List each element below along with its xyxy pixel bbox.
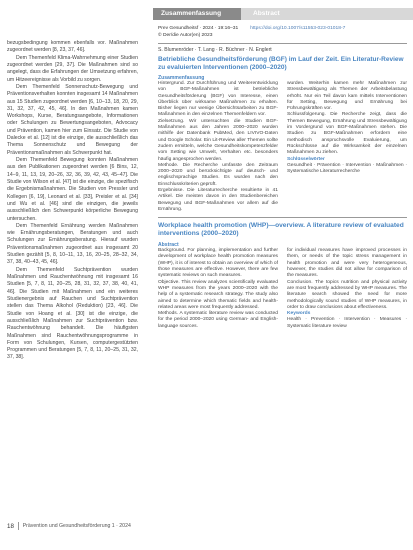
german-section-heading: Zusammenfassung: [158, 74, 205, 81]
page-footer: [7, 521, 307, 531]
english-title: Workplace health promotion (WHP)—overview. A literature review of evaluated interventions (2000–2020): [158, 222, 404, 238]
abstract-paragraph: Background. For planning, implementation and further development of workplace health promotion measures (WHP), it is of interest to obtain an overview of which of those measures are effective. However, there are few systematic reviews on such measures.: [158, 248, 278, 279]
german-abstract-col-1: [158, 81, 278, 213]
abstract-paragraph: Methods. A systematic literature review was conducted for the period 2000–2020 using German- and English-language sources.: [158, 311, 278, 329]
divider: [158, 43, 407, 44]
divider: [158, 217, 407, 218]
tab-abstract: Abstract: [241, 8, 413, 20]
abstract-panel: [158, 26, 407, 330]
body-paragraph: Dem Themenfeld Ernährung werden Maßnahmen wie Ernährungsberatungen, Beratungen und auch Schulungen zur Ernährungsberatung. Hierauf wurden Präventionsmaßnahmen zugeordnet aus insgesamt 20 Studien gezählt [5, 8, 10–11, 13, 16, 20–25, 28–32, 34, 37, 38, 40–43, 45, 46].: [7, 222, 138, 266]
english-section-heading: Abstract: [158, 241, 179, 248]
page-number: 18: [7, 522, 14, 530]
abstract-paragraph: Ergebnisse. Die Literaturrecherche resultierte in 41 Artikel. Die meisten davon in den Studienbereichen Bewegung und BGF-Maßnahmen vor allem auf die Ernährung.: [158, 188, 278, 212]
journal-citation: Prev Gesundheitsf · 2024 · 19:16–31: [158, 26, 239, 31]
body-paragraph: Dem Themenfeld Sonnenschutz-Bewegung und Präventionsverhalten konnten insgesamt 14 Maßnahmen aus 15 Studien zugeordnet werden [6, 10–13, 18, 20, 29, 31, 32, 37, 42, 45, 46]. In den Maßnahmen kamen Workshops, Kurse, Beratungsangebote, Informationen oder Schulungen zu Bewertungsangeboten, Advocacy und Prävention, kamen hier zum Einsatz. Die Studie von Dalecke et al. [12] ist die einzige, die ausschließlich das Thema Sonnenschutz und Bewegung der Präventionsmaßnahmen als Schwerpunkt hat.: [7, 83, 138, 156]
abstract-paragraph: wurden. Weiterhin kamen mehr Maßnahmen zur Stressbewältigung als Themen der Arbeitsbelastung erhöht. Nur ein Teil davon kam mittels Interventionen für Setting, Bewegung und Ernährung bei Führungskräften vor.: [287, 81, 407, 112]
german-title: Betriebliche Gesundheitsförderung (BGF) im Lauf der Zeit. Ein Literatur-Review zu evaluierten Interventionen (2000–2020): [158, 55, 404, 71]
body-paragraph: Dem Themenfeld Suchtprävention wurden Maßnahmen und Rauchentwöhnung mit insgesamt 16 Studien [5, 7, 8, 11, 20–25, 28, 31, 32, 37, 38, 40, 41, 46]. Die Studien mit Maßnahmen und ein weiteres Studienergebnis auf Rauchen und Suchtprävention stellen das Thema Alkohol (Reduktion) [23, 46]. Die Studie von Hoang et al. [30] ist die einzige, die ausschließlich Maßnahmen zur Suchtprävention bzw. Rauchentwöhnung behandelt. Die häufigsten Maßnahmen sind Rauchentwöhnungsprogramme in Form von Schulungen, Kursen, computergestützten Programmen und Beratungen [5, 7, 8, 11, 20–25, 31, 32, 37, 38].: [7, 266, 138, 361]
abstract-paragraph: Schlussfolgerung. Die Recherche zeigt, dass die Themen Bewegung, Ernährung und Stressbewältigung im Vordergrund von BGF-Maßnahmen stehen. Die Studien zu BGF-Maßnahmen erfordern eine methodisch anspruchsvolle Evaluierung, um Rückschlüsse auf die Wirksamkeit der einzelnen Maßnahmen zu ziehen.: [287, 112, 407, 156]
journal-issue: Prävention und Gesundheitsförderung 1 · 2024: [22, 523, 131, 529]
keywords-heading: Schlüsselwörter: [287, 156, 325, 162]
english-abstract-col-1: [158, 248, 278, 330]
abstract-paragraph: for individual measures have improved processes in them, or needs of the topic stress management in health promotion and were very heterogeneous, however, the studies did not allow for comparison of the measures.: [287, 248, 407, 279]
footer-separator: [18, 522, 19, 530]
authors: S. Blumenröder · T. Lang · R. Büchner · N. Englert: [158, 47, 272, 53]
abstract-paragraph: Conclusion. The topics nutrition and physical activity are most frequently addressed by WHP measures. The literature search showed the need for more methodologically sound studies of WHP measures, in order to draw conclusions about effectiveness.: [287, 279, 407, 310]
abstract-header-band: [153, 8, 413, 20]
abstract-paragraph: Hintergrund. Zur Durchführung und Weiterentwicklung von BGF-Maßnahmen ist betriebliche Gesundheitsförderung (BGF) von Interesse, einen Überblick über wirksame Maßnahmen zu erhalten. Bisher liegen nur wenige Übersichtsarbeiten zu BGF-Maßnahmen in den einzelnen Themenfeldern vor.: [158, 81, 278, 118]
english-abstract-columns: [158, 248, 407, 330]
doi-link[interactable]: https://doi.org/10.1007/s11553-023-01018-7: [250, 26, 346, 31]
keywords: Health · Prevention · Intervention · Measures · Systematic literature review: [287, 317, 407, 329]
body-paragraph: Dem Themenfeld Bewegung konnten Maßnahmen aus den Publikationen zugeordnet werden [6 Bins, 12, 14–9, 11, 13, 19, 20–26, 32, 36, 39, 42, 43, 45–47]. Die Studie von Wilson et al. [47] ist die einzige, die spezifisch die Ergebnismaßnahmen. Die Studien von Pressler und Kollegen [6, 19], Leonard et al. [33], Preisler et al. [34] und Wu et al. [46] sind die einzigen, die jeweils ausschließlich den Schwerpunkt körperliche Bewegung untersuchen.: [7, 157, 138, 222]
abstract-paragraph: Zielsetzung. Wir untersuchten die Studien BGF-Maßnahmen aus den Jahren 2000–2020 wurden mithilfe der Datenbank PubMed, den LIVIVO-Daten und Google Scholar. Ein Lit-Review aller Themen sollte zudem ermitteln, welche Gesundheitskompetenzfelder vom Setting wie Umwelt, Verhalten etc. besonders häufig angesprochen werden.: [158, 118, 278, 162]
abstract-paragraph: Methode. Die Recherche umfasste den Zeitraum 2000–2020 und berücksichtigte auf deutsch- und englischsprachige Studien. Es wurden nach den Einschlusskriterien geprüft.: [158, 162, 278, 187]
tab-zusammenfassung: Zusammenfassung: [153, 8, 241, 20]
body-paragraph: bezugsbedingung kommen ebenfalls vor. Maßnahmen zugeordnet werden [8, 23, 37, 46].: [7, 40, 138, 54]
copyright: © Der/die Autor(en) 2023: [158, 32, 213, 38]
body-paragraph: Dem Themenfeld Klima-Wahrnehmung einer Studien zugeordnet werden [29, 37]. Die Maßnahmen sind so angelegt, dass die Erfahrungen der Umsetzung erfahren, um Hitzeereignisse als Vorbild zu sorgen.: [7, 54, 138, 83]
english-abstract-col-2: [287, 248, 407, 330]
german-abstract-columns: [158, 81, 407, 213]
abstract-paragraph: Objective. This review analyzes scientifically evaluated WHP measures from the years 2000–2020 with the help of a systematic research strategy. The study also aimed to determine which thematic fields and health-related areas were most frequently addressed.: [158, 279, 278, 310]
keywords: Gesundheit · Prävention · Intervention · Maßnahmen · Systematische Literaturrecherche: [287, 162, 407, 175]
keywords-heading: Keywords: [287, 311, 311, 317]
body-text-column: [7, 40, 138, 510]
german-abstract-col-2: [287, 81, 407, 213]
